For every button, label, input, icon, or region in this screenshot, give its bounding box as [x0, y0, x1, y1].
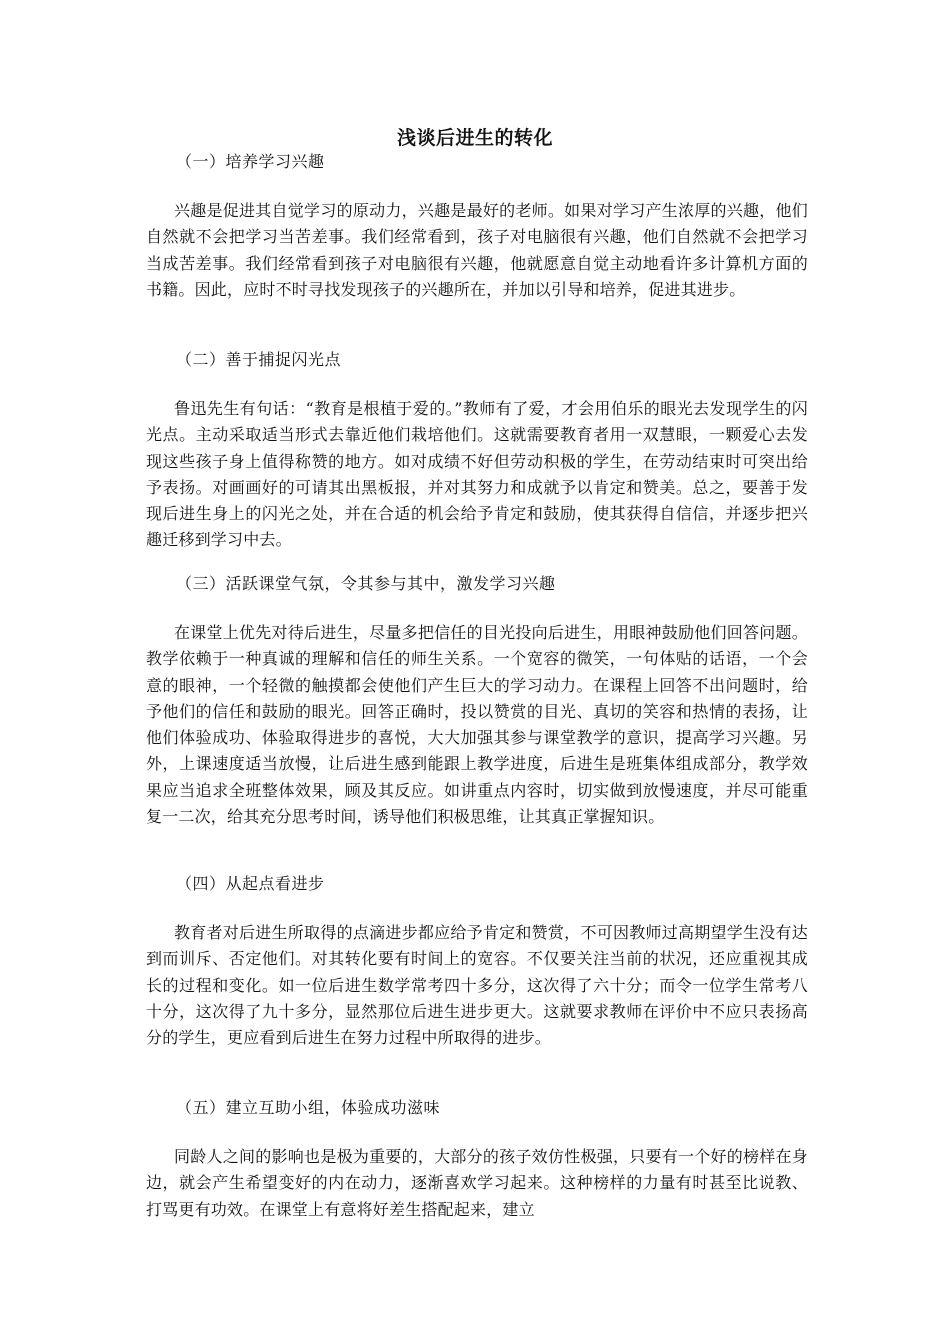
section-paragraph-4: 教育者对后进生所取得的点滴进步都应给予肯定和赞赏，不可因教师过高期望学生没有达到而训斥、否定他们。对其转化要有时间上的宽容。不仅要关注当前的状况，还应重视其成长的过程和变化。如一位后进生数学常考四十多分，这次得了六十分；而令一位学生常考八十分，这次得了九十多分，显然那位后进生进步更大。这就要求教师在评价中不应只表扬高分的学生，更应看到后进生在努力过程中所取得的进步。 [146, 923, 808, 1048]
section-paragraph-1: 兴趣是促进其自觉学习的原动力，兴趣是最好的老师。如果对学习产生浓厚的兴趣，他们自然就不会把学习当苦差事。我们经常看到，孩子对电脑很有兴趣，他们自然就不会把学习当成苦差事。我们经常看到孩子对电脑很有兴趣，他就愿意自觉主动地看许多计算机方面的书籍。因此，应时不时寻找发现孩子的兴趣所在，并加以引导和培养，促进其进步。 [146, 201, 808, 299]
section-paragraph-5: 同龄人之间的影响也是极为重要的，大部分的孩子效仿性极强，只要有一个好的榜样在身边，就会产生希望变好的内在动力，逐渐喜欢学习起来。这种榜样的力量有时甚至比说教、打骂更有功效。在课堂上有意将好差生搭配起来，建立 [146, 1147, 808, 1219]
section-heading-5: （五）建立互助小组，体验成功滋味 [176, 1098, 441, 1117]
section-paragraph-2: 鲁迅先生有句话：“教育是根植于爱的。”教师有了爱，才会用伯乐的眼光去发现学生的闪光点。主动采取适当形式去靠近他们栽培他们。这就需要教育者用一双慧眼，一颗爱心去发现这些孩子身上值得称赞的地方。如对成绩不好但劳动积极的学生，在劳动结束时可突出给予表扬。对画画好的可请其出黑板报，并对其努力和成就予以肯定和赞美。总之，要善于发现后进生身上的闪光之处，并在合适的机会给予肯定和鼓励，使其获得自信信，并逐步把兴趣迁移到学习中去。 [146, 399, 808, 550]
section-heading-2: （二）善于捕捉闪光点 [176, 350, 342, 369]
section-heading-4: （四）从起点看进步 [176, 874, 325, 893]
section-paragraph-3: 在课堂上优先对待后进生，尽量多把信任的目光投向后进生，用眼神鼓励他们回答问题。教学依赖于一种真诚的理解和信任的师生关系。一个宽容的微笑，一句体贴的话语，一个会意的眼神，一个轻微的触摸都会使他们产生巨大的学习动力。在课程上回答不出问题时，给予他们的信任和鼓励的眼光。回答正确时，投以赞赏的目光、真切的笑容和热情的表扬，让他们体验成功、体验取得进步的喜悦，大大加强其参与课堂教学的意识，提高学习兴趣。另外，上课速度适当放慢，让后进生感到能跟上教学进度，后进生是班集体组成部分，教学效果应当追求全班整体效果，顾及其反应。如讲重点内容时，切实做到放慢速度，并尽可能重复一二次，给其充分思考时间，诱导他们积极思维，让其真正掌握知识。 [146, 623, 808, 827]
section-heading-1: （一）培养学习兴趣 [176, 152, 325, 171]
section-heading-3: （三）活跃课堂气氛，令其参与其中，激发学习兴趣 [176, 574, 556, 593]
document-title: 浅谈后进生的转化 [396, 127, 553, 149]
